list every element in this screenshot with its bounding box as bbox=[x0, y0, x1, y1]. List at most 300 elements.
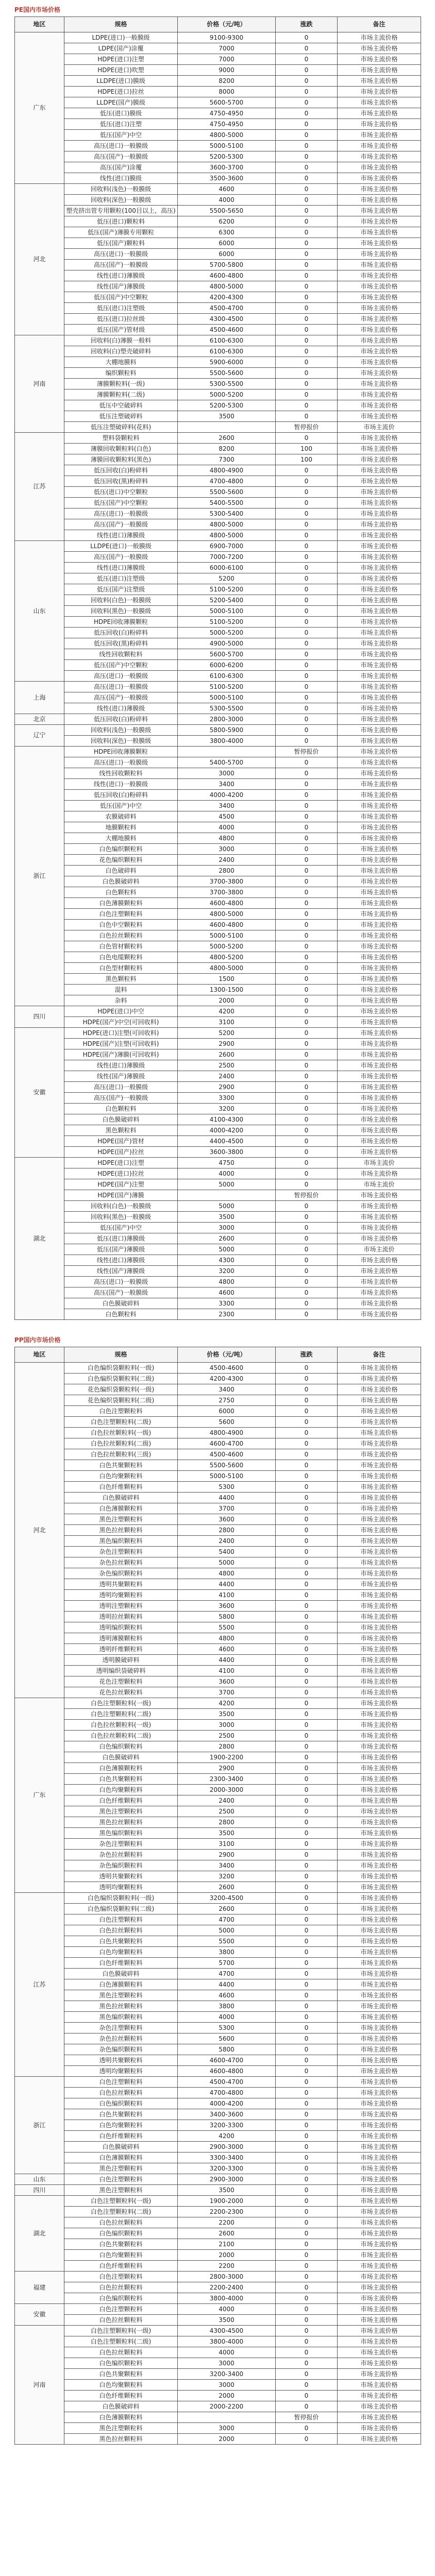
cell-note: 市场主流价格 bbox=[338, 1709, 421, 1720]
cell-spec: 混料 bbox=[64, 985, 178, 995]
cell-note: 市场主流价格 bbox=[338, 1503, 421, 1514]
cell-spec: 线性(国产)薄膜级 bbox=[64, 1266, 178, 1277]
cell-spec: 高压(进口)一般膜级 bbox=[64, 249, 178, 260]
cell-change: 0 bbox=[276, 1471, 338, 1482]
cell-change: 0 bbox=[276, 1969, 338, 1979]
cell-price: 1900-2000 bbox=[178, 2196, 276, 2207]
cell-change: 0 bbox=[276, 2023, 338, 2033]
table-row bbox=[15, 1384, 421, 1395]
cell-note: 市场主流价格 bbox=[338, 974, 421, 985]
cell-spec: 回收料(黑色)一般膜级 bbox=[64, 606, 178, 617]
cell-note: 市场主流价格 bbox=[338, 1752, 421, 1763]
cell-change: 0 bbox=[276, 1633, 338, 1644]
cell-note: 市场主流价 bbox=[338, 422, 421, 433]
cell-spec: 回收料(白)塑壳破碎料 bbox=[64, 346, 178, 357]
cell-change: 0 bbox=[276, 1947, 338, 1958]
cell-note: 市场主流价格 bbox=[338, 465, 421, 476]
cell-price: 3400 bbox=[178, 801, 276, 811]
cell-change: 0 bbox=[276, 1287, 338, 1298]
cell-change: 0 bbox=[276, 1168, 338, 1179]
cell-spec: 黑色拉丝颗粒料 bbox=[64, 1525, 178, 1536]
table-row bbox=[15, 595, 421, 606]
cell-change: 0 bbox=[276, 1698, 338, 1709]
cell-price: 5900-6000 bbox=[178, 357, 276, 368]
cell-price: 3700 bbox=[178, 1687, 276, 1698]
cell-note: 市场主流价格 bbox=[338, 2228, 421, 2239]
table-row bbox=[15, 1612, 421, 1622]
cell-change: 0 bbox=[276, 1384, 338, 1395]
cell-spec: 白色注塑颗粒料(一级) bbox=[64, 2196, 178, 2207]
table-row bbox=[15, 552, 421, 563]
table-row bbox=[15, 1676, 421, 1687]
header-spec: 规格 bbox=[64, 1347, 178, 1363]
cell-spec: 黑色注塑颗粒料 bbox=[64, 2423, 178, 2434]
cell-change: 0 bbox=[276, 638, 338, 649]
table-body bbox=[15, 32, 421, 1320]
cell-price: 9100-9300 bbox=[178, 32, 276, 43]
cell-spec: 高压(国产)一般膜级 bbox=[64, 552, 178, 563]
cell-price: 4600 bbox=[178, 1287, 276, 1298]
cell-note: 市场主流价格 bbox=[338, 498, 421, 509]
cell-spec: 白色拉丝颗粒料 bbox=[64, 930, 178, 941]
cell-note: 市场主流价格 bbox=[338, 1850, 421, 1860]
cell-change: 0 bbox=[276, 238, 338, 249]
table-row bbox=[15, 2174, 421, 2185]
cell-price: 4600-4700 bbox=[178, 2055, 276, 2066]
cell-spec: 白色共聚颗粒料 bbox=[64, 2239, 178, 2250]
cell-spec: 薄膜回收颗粒料(黑色) bbox=[64, 454, 178, 465]
cell-spec: 白色纤维颗粒料 bbox=[64, 1958, 178, 1969]
cell-change: 0 bbox=[276, 433, 338, 444]
table-row bbox=[15, 855, 421, 866]
cell-spec: 杂色编织颗粒料 bbox=[64, 1860, 178, 1871]
table-row bbox=[15, 714, 421, 725]
cell-region: 河北 bbox=[15, 184, 64, 335]
cell-change: 0 bbox=[276, 1860, 338, 1871]
table-row bbox=[15, 1255, 421, 1266]
table-row bbox=[15, 1158, 421, 1168]
cell-note: 市场主流价格 bbox=[338, 2120, 421, 2131]
cell-spec: 低压(国产)薄膜专用颗粒 bbox=[64, 227, 178, 238]
cell-spec: 黑色注塑颗粒料 bbox=[64, 1514, 178, 1525]
cell-spec: 透明薄膜颗粒料 bbox=[64, 1633, 178, 1644]
table-row bbox=[15, 2347, 421, 2358]
table-row bbox=[15, 1417, 421, 1428]
table-row bbox=[15, 887, 421, 898]
cell-change: 0 bbox=[276, 887, 338, 898]
cell-change: 0 bbox=[276, 1579, 338, 1590]
cell-spec: 白色拉丝颗粒料(一级) bbox=[64, 1428, 178, 1438]
cell-change: 0 bbox=[276, 2304, 338, 2315]
table-row bbox=[15, 1914, 421, 1925]
cell-price: 4800-5000 bbox=[178, 519, 276, 530]
cell-change: 0 bbox=[276, 1687, 338, 1698]
table-row bbox=[15, 97, 421, 108]
cell-note: 市场主流价格 bbox=[338, 779, 421, 790]
cell-note: 市场主流价格 bbox=[338, 400, 421, 411]
cell-spec: 白色拉丝颗粒料 bbox=[64, 2315, 178, 2326]
cell-price: 3800-4000 bbox=[178, 736, 276, 747]
cell-spec: 低压(国产)中空 bbox=[64, 801, 178, 811]
table-row bbox=[15, 876, 421, 887]
cell-note: 市场主流价格 bbox=[338, 1309, 421, 1320]
cell-price: 5300 bbox=[178, 2023, 276, 2033]
cell-change: 0 bbox=[276, 227, 338, 238]
cell-price: 4800-5200 bbox=[178, 952, 276, 963]
table-row bbox=[15, 1147, 421, 1158]
cell-note: 市场主流价格 bbox=[338, 357, 421, 368]
cell-spec: 白色纤维颗粒料 bbox=[64, 1482, 178, 1493]
cell-price: 7300 bbox=[178, 454, 276, 465]
cell-change: 0 bbox=[276, 628, 338, 638]
cell-change: 0 bbox=[276, 649, 338, 660]
cell-spec: 黑色编织颗粒料 bbox=[64, 1828, 178, 1839]
cell-change: 0 bbox=[276, 822, 338, 833]
cell-change: 0 bbox=[276, 2207, 338, 2217]
cell-note: 市场主流价格 bbox=[338, 1633, 421, 1644]
table-row bbox=[15, 151, 421, 162]
table-row bbox=[15, 141, 421, 151]
cell-price: 5100-5200 bbox=[178, 682, 276, 692]
cell-price: 3800-4000 bbox=[178, 2336, 276, 2347]
cell-note: 市场主流价格 bbox=[338, 703, 421, 714]
cell-change: 0 bbox=[276, 952, 338, 963]
cell-spec: 黑色编织颗粒料 bbox=[64, 1536, 178, 1547]
cell-spec: 薄膜颗粒料(二级) bbox=[64, 389, 178, 400]
cell-spec: 线性(进口)薄膜级 bbox=[64, 530, 178, 541]
cell-price: 3200 bbox=[178, 1104, 276, 1114]
cell-change: 暂停报价 bbox=[276, 1190, 338, 1201]
table-row bbox=[15, 2109, 421, 2120]
cell-change: 0 bbox=[276, 1266, 338, 1277]
cell-change: 0 bbox=[276, 584, 338, 595]
cell-price: 2400 bbox=[178, 855, 276, 866]
table-row bbox=[15, 2261, 421, 2272]
cell-change: 0 bbox=[276, 790, 338, 801]
table-row bbox=[15, 1741, 421, 1752]
cell-spec: 透明编织颗粒料 bbox=[64, 1622, 178, 1633]
cell-note: 市场主流价格 bbox=[338, 2401, 421, 2412]
cell-spec: 白色编织袋颗粒料(二级) bbox=[64, 1374, 178, 1384]
cell-note: 市场主流价格 bbox=[338, 1644, 421, 1655]
cell-spec: 黑色注塑颗粒料 bbox=[64, 1806, 178, 1817]
cell-note: 市场主流价格 bbox=[338, 454, 421, 465]
cell-note: 市场主流价格 bbox=[338, 1374, 421, 1384]
cell-spec: 白色膜破碎料 bbox=[64, 1493, 178, 1503]
cell-price: 5600-5700 bbox=[178, 649, 276, 660]
table-row bbox=[15, 476, 421, 487]
table-row bbox=[15, 1374, 421, 1384]
cell-spec: 线性回收颗粒料 bbox=[64, 649, 178, 660]
cell-change: 0 bbox=[276, 2272, 338, 2282]
cell-change: 0 bbox=[276, 1622, 338, 1633]
cell-region: 四川 bbox=[15, 2185, 64, 2196]
cell-change: 0 bbox=[276, 2434, 338, 2445]
cell-change: 0 bbox=[276, 260, 338, 270]
table-row bbox=[15, 2293, 421, 2304]
cell-change: 0 bbox=[276, 1752, 338, 1763]
cell-change: 0 bbox=[276, 379, 338, 389]
cell-spec: 白色电缆颗粒料 bbox=[64, 952, 178, 963]
cell-note: 市场主流价格 bbox=[338, 714, 421, 725]
table-row bbox=[15, 930, 421, 941]
table-row bbox=[15, 357, 421, 368]
table-row bbox=[15, 2282, 421, 2293]
cell-price: 3400 bbox=[178, 1384, 276, 1395]
table-row bbox=[15, 1839, 421, 1850]
cell-price: 3000 bbox=[178, 2380, 276, 2391]
table-row bbox=[15, 1731, 421, 1741]
cell-change: 0 bbox=[276, 2326, 338, 2336]
cell-note: 市场主流价格 bbox=[338, 32, 421, 43]
cell-price: 2400 bbox=[178, 1795, 276, 1806]
cell-spec: 高压(国产)一般膜级 bbox=[64, 260, 178, 270]
cell-change: 0 bbox=[276, 346, 338, 357]
table-row bbox=[15, 1125, 421, 1136]
cell-note: 市场主流价格 bbox=[338, 1287, 421, 1298]
table-row bbox=[15, 2153, 421, 2163]
header-region: 地区 bbox=[15, 1347, 64, 1363]
cell-change: 0 bbox=[276, 2250, 338, 2261]
cell-price: 6000-6200 bbox=[178, 660, 276, 671]
cell-change: 暂停报价 bbox=[276, 747, 338, 757]
cell-change: 0 bbox=[276, 1104, 338, 1114]
cell-note: 市场主流价格 bbox=[338, 606, 421, 617]
cell-change: 0 bbox=[276, 1017, 338, 1028]
cell-note: 市场主流价格 bbox=[338, 649, 421, 660]
table-row bbox=[15, 509, 421, 519]
cell-spec: HDPE回收薄膜颗粒 bbox=[64, 747, 178, 757]
cell-change: 0 bbox=[276, 930, 338, 941]
cell-note: 市场主流价格 bbox=[338, 509, 421, 519]
cell-spec: 白色破碎料 bbox=[64, 866, 178, 876]
cell-spec: 白色注塑颗粒料 bbox=[64, 1914, 178, 1925]
cell-note: 市场主流价格 bbox=[338, 833, 421, 844]
table-row bbox=[15, 1482, 421, 1493]
cell-change: 0 bbox=[276, 292, 338, 303]
table-row bbox=[15, 2131, 421, 2142]
table-row bbox=[15, 87, 421, 97]
cell-price: 5500-5600 bbox=[178, 1460, 276, 1471]
cell-note: 市场主流价格 bbox=[338, 1655, 421, 1666]
table-row bbox=[15, 985, 421, 995]
cell-spec: 高压(进口)一般膜级 bbox=[64, 1082, 178, 1093]
cell-note: 市场主流价格 bbox=[338, 930, 421, 941]
cell-spec: 塑壳挤出管专用颗粒(100目以上，高压) bbox=[64, 206, 178, 216]
cell-spec: 白色膜破碎料 bbox=[64, 1114, 178, 1125]
cell-note: 市场主流价格 bbox=[338, 141, 421, 151]
cell-price: 4400 bbox=[178, 1579, 276, 1590]
cell-note: 市场主流价格 bbox=[338, 1104, 421, 1114]
cell-spec: 低压(进口)膜级 bbox=[64, 108, 178, 119]
cell-spec: HDPE(进口)拉丝 bbox=[64, 87, 178, 97]
cell-change: 0 bbox=[276, 335, 338, 346]
cell-price bbox=[178, 422, 276, 433]
cell-region: 河南 bbox=[15, 2326, 64, 2445]
cell-spec: LLDPE(国产)膜级 bbox=[64, 97, 178, 108]
cell-change: 0 bbox=[276, 32, 338, 43]
cell-price: 4800-5000 bbox=[178, 963, 276, 974]
table-row bbox=[15, 1104, 421, 1114]
cell-spec: 杂色拉丝颗粒料 bbox=[64, 2033, 178, 2044]
cell-spec: 地膜颗粒料 bbox=[64, 822, 178, 833]
cell-spec: 低压回收(白)粉碎料 bbox=[64, 790, 178, 801]
cell-spec: 低压(进口)颗粒料 bbox=[64, 216, 178, 227]
cell-change: 0 bbox=[276, 1028, 338, 1039]
cell-spec: 透明编织袋破碎料 bbox=[64, 1666, 178, 1676]
cell-note: 市场主流价格 bbox=[338, 2174, 421, 2185]
table-row bbox=[15, 2098, 421, 2109]
cell-note: 市场主流价格 bbox=[338, 1979, 421, 1990]
cell-spec: 白色均聚颗粒料 bbox=[64, 1947, 178, 1958]
cell-change: 0 bbox=[276, 703, 338, 714]
cell-price: 5200-5300 bbox=[178, 151, 276, 162]
cell-region: 辽宁 bbox=[15, 725, 64, 747]
cell-note: 市场主流价格 bbox=[338, 1255, 421, 1266]
cell-price: 5000-5100 bbox=[178, 930, 276, 941]
cell-note: 市场主流价格 bbox=[338, 2066, 421, 2077]
cell-price: 3300 bbox=[178, 1298, 276, 1309]
cell-price: 2900 bbox=[178, 1850, 276, 1860]
cell-spec: 白色拉丝颗粒料 bbox=[64, 1925, 178, 1936]
cell-price: 2100 bbox=[178, 2239, 276, 2250]
table-row bbox=[15, 2163, 421, 2174]
cell-spec: 回收料(白)薄膜一般料 bbox=[64, 335, 178, 346]
cell-change: 0 bbox=[276, 855, 338, 866]
table-row bbox=[15, 1795, 421, 1806]
cell-spec: 白色注塑颗粒料 bbox=[64, 2272, 178, 2282]
cell-price: 7000 bbox=[178, 54, 276, 65]
cell-price: 4800-5000 bbox=[178, 130, 276, 141]
cell-region: 上海 bbox=[15, 682, 64, 714]
cell-spec: 白色注塑颗粒料 bbox=[64, 1406, 178, 1417]
cell-price: 4000 bbox=[178, 2012, 276, 2023]
cell-region: 浙江 bbox=[15, 747, 64, 1006]
table-row bbox=[15, 173, 421, 184]
cell-price: 7000 bbox=[178, 43, 276, 54]
cell-note: 市场主流价格 bbox=[338, 281, 421, 292]
table-row bbox=[15, 628, 421, 638]
cell-price: 6000 bbox=[178, 249, 276, 260]
cell-spec: 透明均聚颗粒料 bbox=[64, 1882, 178, 1893]
cell-spec: 低压(进口)注塑级 bbox=[64, 303, 178, 314]
cell-price: 4800-5000 bbox=[178, 530, 276, 541]
cell-change: 0 bbox=[276, 876, 338, 887]
cell-price: 2900 bbox=[178, 1039, 276, 1049]
cell-change: 暂停报价 bbox=[276, 2412, 338, 2423]
table-row bbox=[15, 1006, 421, 1017]
cell-spec: 白色编织颗粒料 bbox=[64, 1741, 178, 1752]
cell-spec: 白色注塑颗粒料 bbox=[64, 909, 178, 920]
cell-price: 4800-4900 bbox=[178, 465, 276, 476]
cell-spec: 黑色颗粒料 bbox=[64, 1125, 178, 1136]
cell-price: 3400 bbox=[178, 1860, 276, 1871]
cell-note: 市场主流价格 bbox=[338, 2434, 421, 2445]
cell-note: 市场主流价格 bbox=[338, 1028, 421, 1039]
table-row bbox=[15, 1428, 421, 1438]
cell-note: 市场主流价格 bbox=[338, 1828, 421, 1839]
cell-change: 0 bbox=[276, 368, 338, 379]
cell-note: 市场主流价格 bbox=[338, 1904, 421, 1914]
cell-note: 市场主流价格 bbox=[338, 2315, 421, 2326]
cell-price: 4900-5000 bbox=[178, 638, 276, 649]
table-row bbox=[15, 1028, 421, 1039]
cell-note: 市场主流价格 bbox=[338, 822, 421, 833]
table-row bbox=[15, 1363, 421, 1374]
table-row bbox=[15, 1525, 421, 1536]
cell-spec: 白色拉丝颗粒料 bbox=[64, 2088, 178, 2098]
table-row bbox=[15, 1212, 421, 1223]
cell-spec: 黑色注塑颗粒料 bbox=[64, 1990, 178, 2001]
cell-price: 4000 bbox=[178, 2347, 276, 2358]
cell-note: 市场主流价格 bbox=[338, 1233, 421, 1244]
cell-note: 市场主流价格 bbox=[338, 487, 421, 498]
cell-price: 3500 bbox=[178, 2185, 276, 2196]
cell-price: 4800-4900 bbox=[178, 1428, 276, 1438]
cell-note: 市场主流价格 bbox=[338, 2109, 421, 2120]
table-row bbox=[15, 368, 421, 379]
cell-spec: 回收料(深色)一般膜级 bbox=[64, 195, 178, 206]
cell-price: 4000-4200 bbox=[178, 1125, 276, 1136]
cell-spec: 白色拉丝颗粒料 bbox=[64, 2347, 178, 2358]
cell-note: 市场主流价格 bbox=[338, 216, 421, 227]
cell-price: 2800 bbox=[178, 866, 276, 876]
cell-change: 0 bbox=[276, 206, 338, 216]
table-row bbox=[15, 411, 421, 422]
cell-change: 0 bbox=[276, 833, 338, 844]
cell-price: 2750 bbox=[178, 1395, 276, 1406]
cell-spec: 线性(进口)膜级 bbox=[64, 173, 178, 184]
table-row bbox=[15, 617, 421, 628]
cell-price: 3700-3800 bbox=[178, 876, 276, 887]
cell-spec: 白色颗粒料 bbox=[64, 1309, 178, 1320]
cell-note: 市场主流价格 bbox=[338, 2077, 421, 2088]
cell-change: 0 bbox=[276, 801, 338, 811]
table-row bbox=[15, 1785, 421, 1795]
cell-note: 市场主流价格 bbox=[338, 628, 421, 638]
cell-price: 2600 bbox=[178, 433, 276, 444]
cell-price: 5800 bbox=[178, 1612, 276, 1622]
cell-note: 市场主流价格 bbox=[338, 1449, 421, 1460]
table-row bbox=[15, 1568, 421, 1579]
cell-spec: 低压回收(白)粉碎料 bbox=[64, 714, 178, 725]
table-row bbox=[15, 2228, 421, 2239]
cell-price: 2600 bbox=[178, 1049, 276, 1060]
cell-spec: 白色共聚颗粒料 bbox=[64, 1774, 178, 1785]
cell-note: 市场主流价格 bbox=[338, 303, 421, 314]
cell-change: 0 bbox=[276, 65, 338, 76]
table-row bbox=[15, 1590, 421, 1601]
cell-change: 0 bbox=[276, 1676, 338, 1687]
cell-spec: 白色注塑颗粒料(二级) bbox=[64, 1709, 178, 1720]
cell-spec: 白色膜破碎料 bbox=[64, 1969, 178, 1979]
table-row bbox=[15, 1828, 421, 1839]
cell-spec: 高压(国产)一般膜级 bbox=[64, 692, 178, 703]
table-row bbox=[15, 1039, 421, 1049]
table-row bbox=[15, 974, 421, 985]
table-row bbox=[15, 2423, 421, 2434]
cell-note: 市场主流价格 bbox=[338, 1860, 421, 1871]
cell-price: 4500-4700 bbox=[178, 2077, 276, 2088]
cell-price: 5200-5400 bbox=[178, 595, 276, 606]
header-note: 备注 bbox=[338, 1347, 421, 1363]
cell-change: 0 bbox=[276, 573, 338, 584]
cell-note: 市场主流价格 bbox=[338, 1720, 421, 1731]
cell-note: 市场主流价格 bbox=[338, 1212, 421, 1223]
cell-price: 6200 bbox=[178, 216, 276, 227]
cell-spec: 白色颗粒料 bbox=[64, 1104, 178, 1114]
cell-change: 0 bbox=[276, 1871, 338, 1882]
